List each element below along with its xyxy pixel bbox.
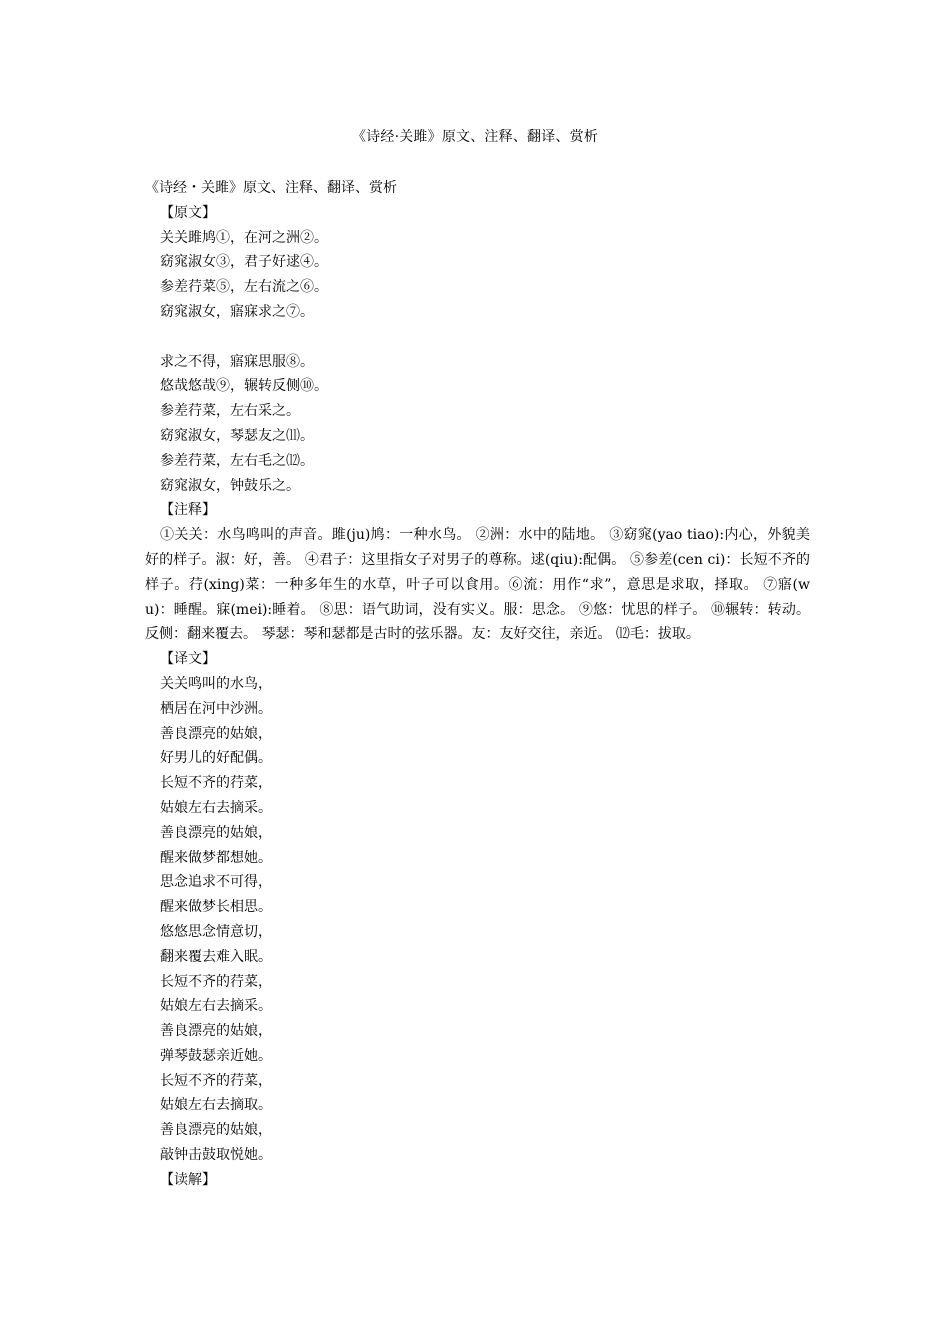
translation-line: 思念追求不可得， <box>160 874 272 891</box>
poem-line: 参差荇菜，左右采之。 <box>160 403 300 420</box>
notes-paragraph: ①关关：水鸟鸣叫的声音。雎(ju)鸠：一种水鸟。 ②洲：水中的陆地。 ③窈窕(yao tiao):内心，外貌美好的样子。淑：好，善。 ④君子：这里指女子对男子的尊称。逑(qiu):配偶。 ⑤参差(cen ci)：长短不齐的样子。荇(xing)菜：一种多年生的水草，叶子可以食用。⑥流：用作“求”，意思是求取，择取。 ⑦寤(wu)：睡醒。寐(mei):睡着。 ⑧思：语气助词，没有实义。服：思念。 ⑨悠：忧思的样子。 ⑩辗转：转动。反侧：翻来覆去。 琴瑟：琴和瑟都是古时的弦乐器。友：友好交往，亲近。 ⑿毛：拔取。 <box>145 527 810 643</box>
translation-line: 长短不齐的荇菜， <box>160 1072 272 1089</box>
translation-line: 悠悠思念情意切， <box>160 923 272 940</box>
translation-line: 敲钟击鼓取悦她。 <box>160 1147 272 1164</box>
section-heading-notes: 【注释】 <box>160 502 216 519</box>
translation-line: 长短不齐的荇菜， <box>160 775 272 792</box>
translation-line: 醒来做梦都想她。 <box>160 849 272 866</box>
translation-line: 善良漂亮的姑娘， <box>160 1023 272 1040</box>
translation-line: 关关鸣叫的水鸟， <box>160 675 272 692</box>
translation-line: 好男儿的好配偶。 <box>160 750 272 767</box>
section-heading-reading: 【读解】 <box>160 1171 216 1188</box>
poem-line: 窈窕淑女③，君子好逑④。 <box>160 254 328 271</box>
poem-line: 窈窕淑女，寤寐求之⑦。 <box>160 303 314 320</box>
poem-line: 参差荇菜，左右毛之⑿。 <box>160 452 314 469</box>
document-body <box>145 176 810 1193</box>
translation-line: 善良漂亮的姑娘， <box>160 824 272 841</box>
translation-line: 弹琴鼓瑟亲近她。 <box>160 1047 272 1064</box>
section-heading-original: 【原文】 <box>160 204 216 221</box>
poem-line: 参差荇菜⑤，左右流之⑥。 <box>160 279 328 296</box>
page-title: 《诗经·关雎》原文、注释、翻译、赏析 <box>351 129 599 145</box>
translation-line: 栖居在河中沙洲。 <box>160 700 272 717</box>
translation-line: 善良漂亮的姑娘， <box>160 725 272 742</box>
section-heading-translation: 【译文】 <box>160 651 216 668</box>
poem-line: 窈窕淑女，琴瑟友之⑾。 <box>160 427 314 444</box>
poem-line: 窈窕淑女，钟鼓乐之。 <box>160 477 300 494</box>
stanza-gap <box>145 325 810 350</box>
poem-line: 悠哉悠哉⑨，辗转反侧⑩。 <box>160 378 328 395</box>
poem-line: 关关雎鸠①，在河之洲②。 <box>160 229 328 246</box>
translation-line: 姑娘左右去摘取。 <box>160 1097 272 1114</box>
translation-line: 姑娘左右去摘采。 <box>160 998 272 1015</box>
translation-line: 长短不齐的荇菜， <box>160 973 272 990</box>
translation-line: 姑娘左右去摘采。 <box>160 799 272 816</box>
translation-line: 醒来做梦长相思。 <box>160 899 272 916</box>
translation-line: 翻来覆去难入眠。 <box>160 948 272 965</box>
translation-line: 善良漂亮的姑娘， <box>160 1122 272 1139</box>
document-title: 《诗经・关雎》原文、注释、翻译、赏析 <box>145 180 397 196</box>
poem-line: 求之不得，寤寐思服⑧。 <box>160 353 314 370</box>
